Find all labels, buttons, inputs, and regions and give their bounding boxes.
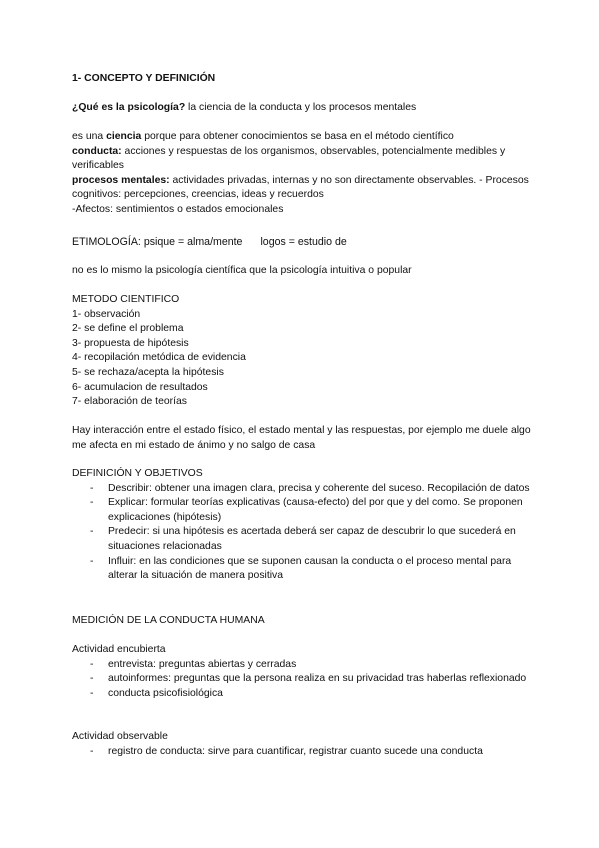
medicion-title: MEDICIÓN DE LA CONDUCTA HUMANA [72,615,265,626]
list-item-text: registro de conducta: sirve para cuantificar, registrar cuanto sucede una conducta [108,745,483,757]
encubierta-title: Actividad encubierta [72,644,166,655]
etimologia-logos: logos = estudio de [260,236,347,248]
question-answer: la ciencia de la conducta y los procesos mentales [185,102,417,113]
objetivos-list [72,482,532,584]
list-item [72,672,532,687]
list-item [72,745,532,760]
objetivos-section [72,467,532,584]
metodo-step: 5- se rechaza/acepta la hipótesis [72,366,224,378]
list-item-text: Predecir: si una hipótesis es acertada deberá ser capaz de descubrir lo que sucederá en situaciones relacionadas [108,526,516,552]
dash-bullet: - [90,745,94,757]
afectos-definition: -Afectos: sentimientos o estados emocionales [72,203,284,215]
ciencia-post: porque para obtener conocimientos se basa en el método científico [141,131,454,142]
metodo-step: 3- propuesta de hipótesis [72,337,189,349]
dash-bullet: - [90,482,94,494]
observable-title: Actividad observable [72,731,168,742]
list-item-text: Describir: obtener una imagen clara, precisa y coherente del suceso. Recopilación de datos [108,482,530,494]
metodo-title: METODO CIENTIFICO [72,294,180,305]
dash-bullet: - [90,658,94,670]
ciencia-pre: es una [72,131,107,142]
conducta-text: acciones y respuestas de los organismos, observables, potencialmente medibles y verificables [72,145,506,172]
conducta-term: conducta: [72,145,122,157]
metodo-step: 1- observación [72,308,141,320]
dash-bullet: - [90,687,94,699]
metodo-section [72,293,532,410]
procesos-definition [72,174,532,203]
list-item-text: Influir: en las condiciones que se suponen causan la conducta o el proceso mental para alterar la situación de manera positiva [108,555,512,582]
dash-bullet: - [90,526,94,538]
dash-bullet: - [90,673,94,685]
question-label: ¿Qué es la psicología? [72,102,186,113]
observable-list [72,745,532,760]
metodo-step: 7- elaboración de teorías [72,396,187,408]
objetivos-title: DEFINICIÓN Y OBJETIVOS [72,468,203,479]
dash-bullet: - [90,555,94,567]
metodo-step: 2- se define el problema [72,323,184,335]
definitions-block [72,130,532,218]
procesos-text: actividades privadas, internas y no son directamente observables. - Procesos cognitivos: percepciones, creencias, ideas y recuerdos [72,174,529,201]
observable-section [72,730,532,759]
etimologia-line [72,235,532,250]
etimologia-psique: ETIMOLOGÍA: psique = alma/mente [72,236,243,248]
section-title: 1- CONCEPTO Y DEFINICIÓN [72,73,216,84]
list-item [72,658,532,673]
metodo-step: 6- acumulacion de resultados [72,381,208,393]
metodo-step: 4- recopilación metódica de evidencia [72,352,246,364]
list-item [72,496,532,525]
interaccion-paragraph: Hay interacción entre el estado físico, el estado mental y las respuestas, por ejemplo me duele algo me afecta en mi estado de ánimo y no salgo de casa [72,425,531,451]
psychology-note: no es lo mismo la psicología científica que la psicología intuitiva o popular [72,265,412,276]
list-item-text: conducta psicofisiológica [108,687,223,699]
list-item [72,687,532,702]
ciencia-definition [72,130,532,145]
list-item [72,555,532,584]
list-item [72,525,532,554]
list-item-text: entrevista: preguntas abiertas y cerradas [108,658,297,670]
list-item-text: Explicar: formular teorías explicativas (causa-efecto) del por que y del como. Se proponen explicaciones (hipótesis) [108,497,523,523]
dash-bullet: - [90,497,94,509]
conducta-definition [72,145,532,174]
question-line [72,101,532,116]
ciencia-term: ciencia [106,131,142,142]
encubierta-list [72,658,532,702]
list-item-text: autoinformes: preguntas que la persona realiza en su privacidad tras haberlas reflexionado [108,673,527,685]
procesos-term: procesos mentales: [72,174,170,186]
encubierta-section [72,643,532,701]
list-item [72,482,532,497]
